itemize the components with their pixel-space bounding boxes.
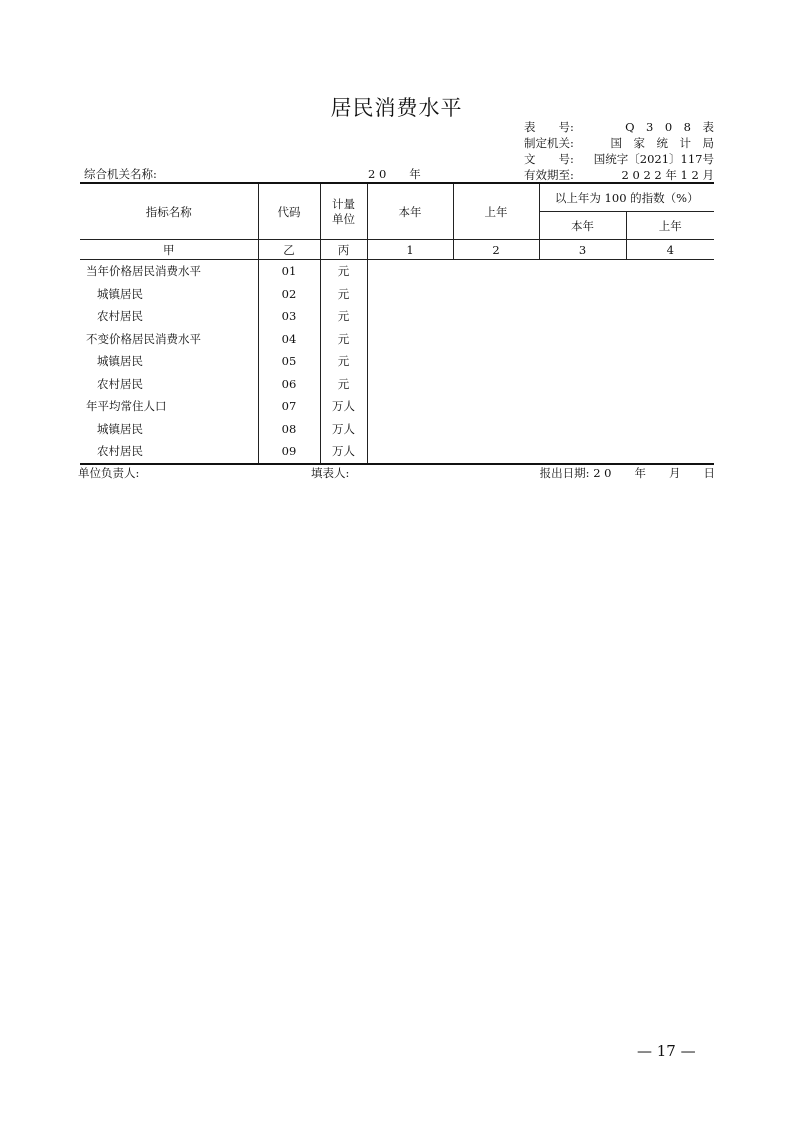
header-index-last-year: 上年 bbox=[626, 212, 714, 240]
valid-until-row bbox=[524, 167, 714, 183]
page-number: — 17 — bbox=[637, 1042, 696, 1060]
issuer-value: 国 家 统 计 局 bbox=[610, 136, 714, 150]
column-code: 丙 bbox=[320, 240, 367, 260]
table-row bbox=[80, 305, 714, 328]
consumption-table bbox=[80, 182, 714, 465]
row-name: 农村居民 bbox=[80, 305, 258, 328]
year-label: 2 0 年 bbox=[368, 167, 421, 181]
table-row bbox=[80, 283, 714, 306]
row-unit: 元 bbox=[320, 373, 367, 396]
header-this-year: 本年 bbox=[367, 183, 453, 240]
table-number-row bbox=[524, 119, 714, 135]
data-cells[interactable] bbox=[367, 440, 714, 464]
row-code: 03 bbox=[258, 305, 320, 328]
row-code: 04 bbox=[258, 328, 320, 351]
document-number-row bbox=[524, 151, 714, 167]
data-cells[interactable] bbox=[367, 350, 714, 373]
header-indicator-name: 指标名称 bbox=[80, 183, 258, 240]
row-unit: 元 bbox=[320, 328, 367, 351]
row-unit: 元 bbox=[320, 283, 367, 306]
data-cells[interactable] bbox=[367, 395, 714, 418]
table-row bbox=[80, 260, 714, 283]
data-cells[interactable] bbox=[367, 373, 714, 396]
row-name: 农村居民 bbox=[80, 373, 258, 396]
header-unit-text: 计量单位 bbox=[332, 196, 355, 226]
row-unit: 万人 bbox=[320, 418, 367, 441]
row-unit: 元 bbox=[320, 260, 367, 283]
valid-until-label: 有效期至: bbox=[524, 168, 574, 182]
row-code: 07 bbox=[258, 395, 320, 418]
header-row-1 bbox=[80, 183, 714, 212]
table-number-label: 表 号: bbox=[524, 120, 574, 134]
row-code: 01 bbox=[258, 260, 320, 283]
row-name: 城镇居民 bbox=[80, 350, 258, 373]
table-row bbox=[80, 418, 714, 441]
data-cells[interactable] bbox=[367, 418, 714, 441]
row-unit: 万人 bbox=[320, 440, 367, 464]
data-cells[interactable] bbox=[367, 328, 714, 351]
row-code: 02 bbox=[258, 283, 320, 306]
row-name: 年平均常住人口 bbox=[80, 395, 258, 418]
row-name: 不变价格居民消费水平 bbox=[80, 328, 258, 351]
column-code: 3 bbox=[539, 240, 626, 260]
row-unit: 元 bbox=[320, 350, 367, 373]
table-row bbox=[80, 395, 714, 418]
column-code: 1 bbox=[367, 240, 453, 260]
header-last-year: 上年 bbox=[453, 183, 539, 240]
column-code-row bbox=[80, 240, 714, 260]
row-code: 09 bbox=[258, 440, 320, 464]
table-row bbox=[80, 328, 714, 351]
row-unit: 万人 bbox=[320, 395, 367, 418]
row-name: 当年价格居民消费水平 bbox=[80, 260, 258, 283]
document-number-value: 国统字〔2021〕117号 bbox=[593, 152, 714, 166]
column-code: 乙 bbox=[258, 240, 320, 260]
row-code: 06 bbox=[258, 373, 320, 396]
column-code: 2 bbox=[453, 240, 539, 260]
unit-head-label: 单位负责人: bbox=[78, 466, 140, 480]
header-code: 代码 bbox=[258, 183, 320, 240]
row-unit: 元 bbox=[320, 305, 367, 328]
table-row bbox=[80, 350, 714, 373]
row-code: 05 bbox=[258, 350, 320, 373]
valid-until-value: 2 0 2 2 年 1 2 月 bbox=[621, 168, 714, 182]
table-row bbox=[80, 373, 714, 396]
data-cells[interactable] bbox=[367, 260, 714, 283]
table-number-value: Q 3 0 8 表 bbox=[625, 120, 714, 134]
header-index-group: 以上年为 100 的指数（%） bbox=[539, 183, 714, 212]
column-code: 4 bbox=[626, 240, 714, 260]
row-name: 农村居民 bbox=[80, 440, 258, 464]
report-date-label: 报出日期: 2 0 年 月 日 bbox=[539, 466, 715, 480]
header-index-this-year: 本年 bbox=[539, 212, 626, 240]
issuer-row bbox=[524, 135, 714, 151]
document-number-label: 文 号: bbox=[524, 152, 574, 166]
header-unit bbox=[320, 183, 367, 240]
row-code: 08 bbox=[258, 418, 320, 441]
page-title: 居民消费水平 bbox=[330, 96, 463, 120]
filler-label: 填表人: bbox=[311, 466, 350, 480]
row-name: 城镇居民 bbox=[80, 283, 258, 306]
table-row bbox=[80, 440, 714, 464]
data-cells[interactable] bbox=[367, 305, 714, 328]
organization-label: 综合机关名称: bbox=[84, 167, 157, 181]
issuer-label: 制定机关: bbox=[524, 136, 574, 150]
row-name: 城镇居民 bbox=[80, 418, 258, 441]
column-code: 甲 bbox=[80, 240, 258, 260]
data-cells[interactable] bbox=[367, 283, 714, 306]
